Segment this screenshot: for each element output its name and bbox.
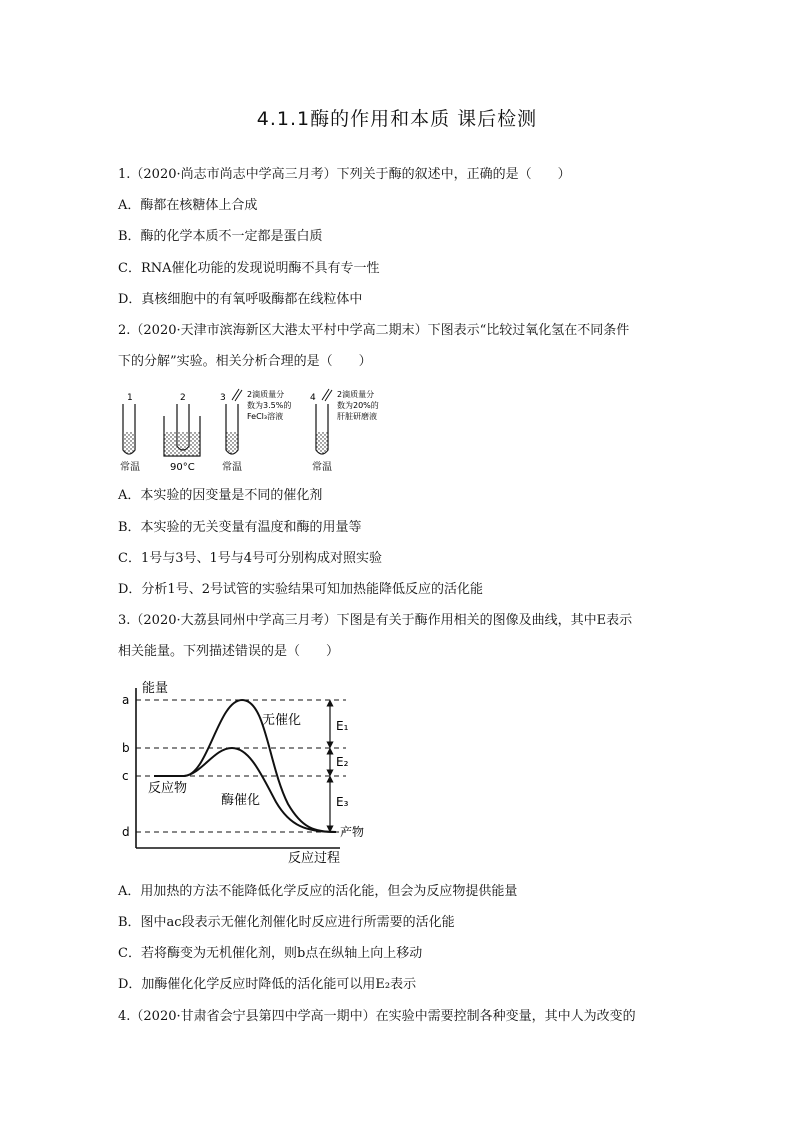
- tube-1-number: 1: [127, 393, 133, 403]
- e2-label: E₂: [336, 755, 349, 769]
- q2-stem-line2: 下的分解”实验。相关分析合理的是（ ）: [118, 354, 372, 369]
- page-title: 4.1.1酶的作用和本质 课后检测: [256, 108, 538, 130]
- q4-stem-line1: 4.（2020·甘肃省会宁县第四中学高一期中）在实验中需要控制各种变量，其中人为改变的: [118, 1009, 636, 1024]
- e3-label: E₃: [336, 795, 349, 809]
- tube-2-label: 90°C: [170, 462, 195, 473]
- tube-2-number: 2: [180, 393, 186, 403]
- tube-4-note-line3: 肝脏研磨液: [337, 412, 377, 421]
- y-axis-label: 能量: [142, 681, 169, 696]
- q3-stem-line2: 相关能量。下列描述错误的是（ ）: [118, 644, 340, 659]
- uncatalyzed-curve: [154, 700, 336, 832]
- tube-4: [316, 389, 332, 454]
- tube-4-label: 常温: [312, 462, 332, 473]
- q2-option-a: A．本实验的因变量是不同的催化剂: [118, 488, 323, 503]
- test-tube-figure: [114, 388, 414, 474]
- enzyme-label: 酶催化: [221, 793, 261, 808]
- tube-4-note-line2: 数为20%的: [337, 401, 379, 410]
- q3-option-a: A．用加热的方法不能降低化学反应的活化能，但会为反应物提供能量: [118, 884, 518, 899]
- q3-stem-line1: 3.（2020·大荔县同州中学高三月考）下图是有关于酶作用相关的图像及曲线，其中E表示: [118, 613, 633, 628]
- q3-option-b: B．图中ac段表示无催化剂催化时反应进行所需要的活化能: [118, 915, 455, 930]
- x-axis-label: 反应过程: [288, 851, 341, 866]
- level-a-label: a: [122, 693, 130, 707]
- q3-option-d: D．加酶催化化学反应时降低的活化能可以用E₂表示: [118, 977, 417, 992]
- q2-option-d: D．分析1号、2号试管的实验结果可知加热能降低反应的活化能: [118, 582, 483, 597]
- q1-option-d: D．真核细胞中的有氧呼吸酶都在线粒体中: [118, 292, 363, 307]
- product-label: 产物: [340, 825, 365, 839]
- level-b-label: b: [122, 741, 130, 755]
- tube-4-number: 4: [310, 393, 316, 403]
- level-c-label: c: [122, 769, 129, 783]
- level-d-label: d: [122, 825, 130, 839]
- q2-option-c: C．1号与3号、1号与4号可分别构成对照实验: [118, 551, 383, 566]
- tube-1-label: 常温: [120, 462, 140, 473]
- q1-option-a: A．酶都在核糖体上合成: [118, 198, 258, 213]
- q2-stem-line1: 2.（2020·天津市滨海新区大港太平村中学高二期末）下图表示“比较过氧化氢在不同条件: [118, 323, 630, 338]
- q1-option-c: C．RNA催化功能的发现说明酶不具有专一性: [118, 261, 380, 276]
- e1-label: E₁: [336, 719, 349, 733]
- q2-option-b: B．本实验的无关变量有温度和酶的用量等: [118, 520, 362, 535]
- uncatalyzed-label: 无催化: [262, 713, 302, 728]
- reactant-label: 反应物: [148, 781, 188, 796]
- tube-1: [123, 404, 135, 454]
- q1-stem: 1.（2020·尚志市尚志中学高三月考）下列关于酶的叙述中，正确的是（ ）: [118, 167, 571, 182]
- tube-3: [226, 389, 242, 454]
- tube-3-note-line1: 2滴质量分: [247, 390, 285, 399]
- tube-2: [177, 404, 189, 450]
- tube-4-note-line1: 2滴质量分: [337, 390, 375, 399]
- tube-3-label: 常温: [222, 462, 242, 473]
- tube-3-note-line2: 数为3.5%的: [247, 401, 292, 410]
- tube-3-note-line3: FeCl₃溶液: [247, 412, 284, 421]
- q3-option-c: C．若将酶变为无机催化剂，则b点在纵轴上向上移动: [118, 946, 423, 961]
- energy-diagram: [118, 676, 378, 871]
- tube-3-number: 3: [220, 393, 226, 403]
- q1-option-b: B．酶的化学本质不一定都是蛋白质: [118, 229, 323, 244]
